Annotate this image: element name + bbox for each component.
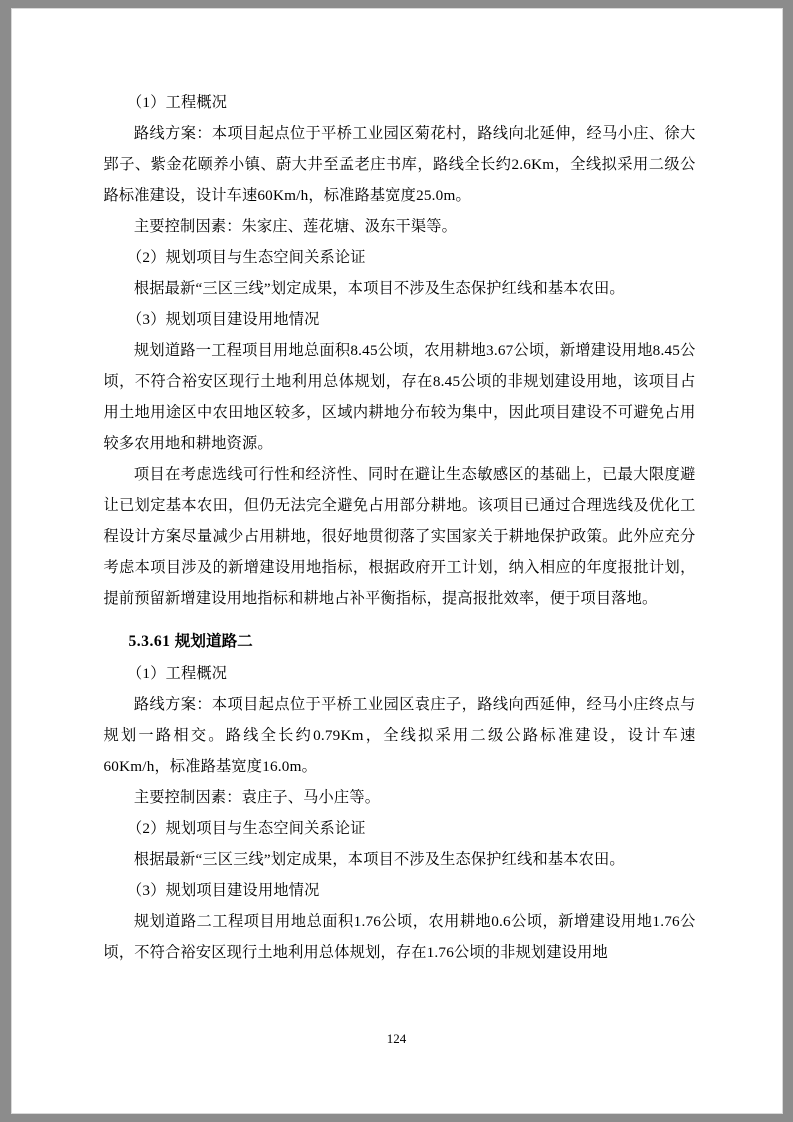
paragraph: （3）规划项目建设用地情况	[127, 311, 320, 328]
paragraph: 根据最新“三区三线”划定成果，本项目不涉及生态保护红线和基本农田。	[133, 280, 625, 297]
paragraph: （2）规划项目与生态空间关系论证	[127, 249, 366, 266]
page-body	[104, 87, 696, 968]
section-heading-number: 5.3.61	[128, 633, 171, 650]
paragraph: （3）规划项目建设用地情况	[127, 882, 320, 899]
paragraph: （1）工程概况	[127, 94, 228, 111]
section-heading	[104, 614, 696, 658]
paragraph: （1）工程概况	[127, 665, 228, 682]
paragraph: 项目在考虑选线可行性和经济性、同时在避让生态敏感区的基础上，已最大限度避让已划定基本农田，但仍无法完全避免占用部分耕地。该项目已通过合理选线及优化工程设计方案尽量减少占用耕地，很好地贯彻落了实国家关于耕地保护政策。此外应充分考虑本项目涉及的新增建设用地指标，根据政府开工计划，纳入相应的年度报批计划，提前预留新增建设用地指标和耕地占补平衡指标，提高报批效率，便于项目落地。	[103, 466, 696, 607]
page-number: 124	[386, 1031, 407, 1046]
paragraph: 主要控制因素：袁庄子、马小庄等。	[133, 789, 381, 806]
paragraph: 根据最新“三区三线”划定成果，本项目不涉及生态保护红线和基本农田。	[133, 851, 625, 868]
section-heading-title: 规划道路二	[174, 633, 253, 650]
paragraph: 主要控制因素：朱家庄、莲花塘、汲东干渠等。	[133, 218, 458, 235]
paragraph: 规划道路二工程项目用地总面积1.76公顷，农用耕地0.6公顷，新增建设用地1.76公顷，不符合裕安区现行土地利用总体规划，存在1.76公顷的非规划建设用地	[103, 913, 696, 961]
paragraph: 规划道路一工程项目用地总面积8.45公顷，农用耕地3.67公顷，新增建设用地8.45公顷，不符合裕安区现行土地利用总体规划，存在8.45公顷的非规划建设用地，该项目占用土地用途区中农田地区较多，区域内耕地分布较为集中，因此项目建设不可避免占用较多农用地和耕地资源。	[103, 342, 696, 452]
paragraph: 路线方案：本项目起点位于平桥工业园区菊花村，路线向北延伸，经马小庄、徐大郢子、紫金花颐养小镇、蔚大井至孟老庄书库，路线全长约2.6Km，全线拟采用二级公路标准建设，设计车速60Km/h，标准路基宽度25.0m。	[103, 125, 696, 204]
paragraph: （2）规划项目与生态空间关系论证	[127, 820, 366, 837]
document-page	[12, 9, 782, 1113]
paragraph: 路线方案：本项目起点位于平桥工业园区袁庄子，路线向西延伸，经马小庄终点与规划一路相交。路线全长约0.79Km，全线拟采用二级公路标准建设，设计车速60Km/h，标准路基宽度16.0m。	[103, 696, 696, 775]
